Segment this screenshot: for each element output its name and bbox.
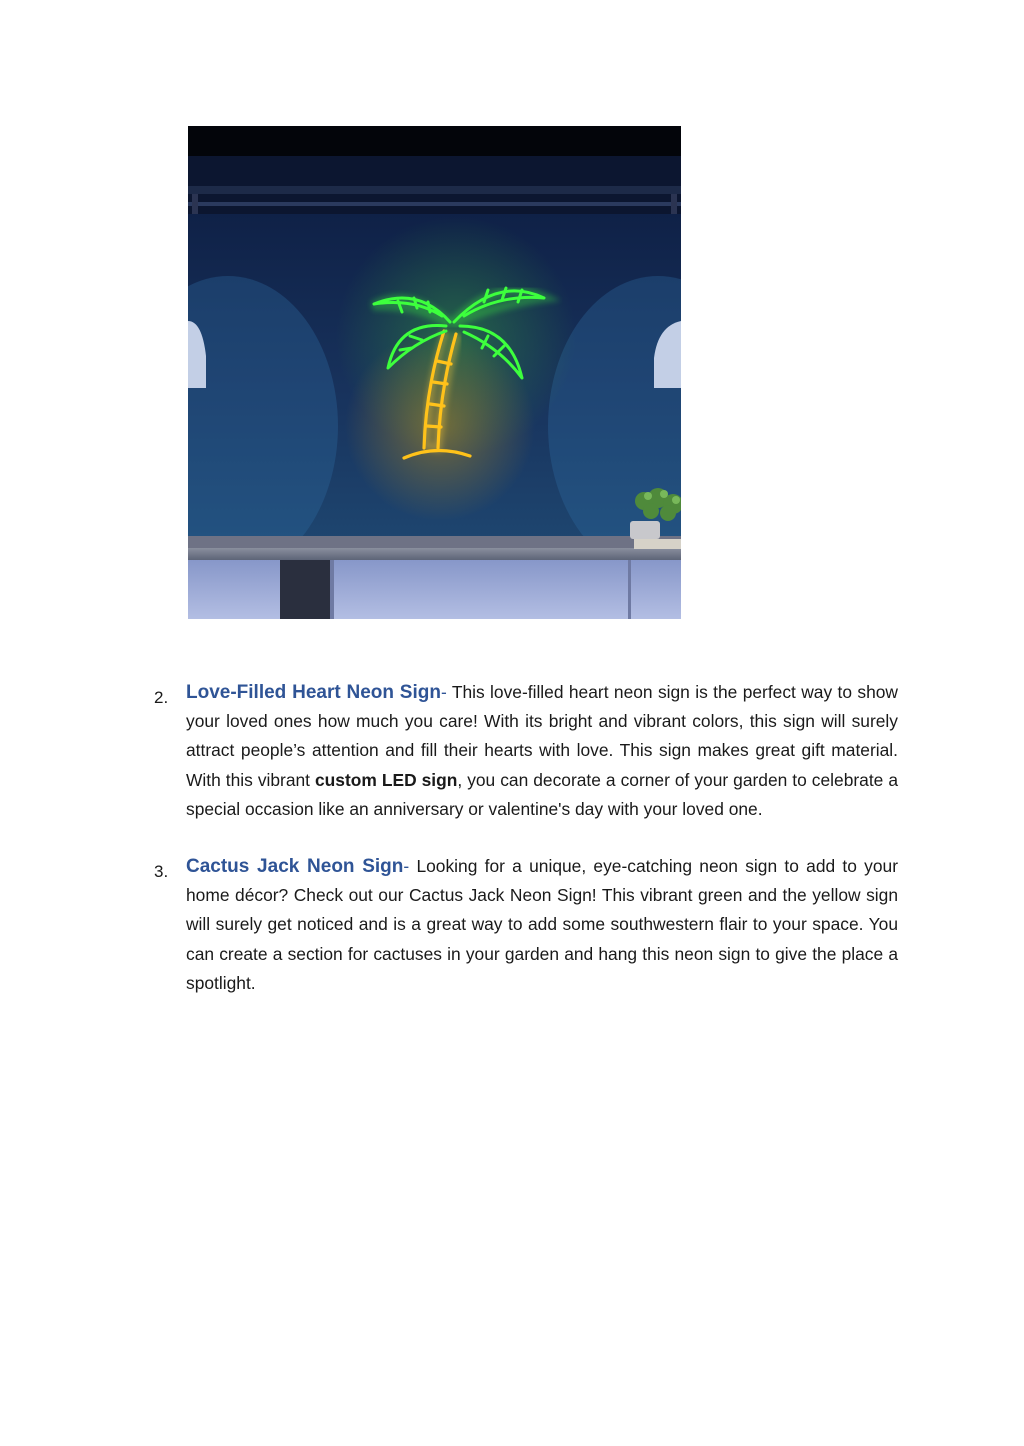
list-item-number: 2.: [154, 688, 169, 707]
list-item-body: Looking for a unique, eye-catching neon sign to add to your home décor? Check out our Cactus Jack Neon Sign! This vibrant green and the yellow sign will surely get noticed and is a great way to add some southwestern flair to your space. You can create a section for cactuses in your garden and hang this neon sign to give the place a spotlight.: [186, 856, 899, 993]
palm-tree-neon-icon: [188, 126, 681, 619]
list-item-body: This love-filled heart neon sign is the perfect way to show your loved ones how much you care! With its bright and vibrant colors, this sign will surely attract people’s attention and fill their hearts with love. This sign makes great gift material. With this vibrant: [186, 682, 898, 790]
list-item-title[interactable]: Love-Filled Heart Neon Sign: [186, 682, 441, 703]
list-item: [150, 678, 898, 824]
list-item-dash: -: [403, 856, 410, 877]
list-item-bold-link[interactable]: custom LED sign: [315, 769, 458, 790]
list-item: [150, 852, 898, 998]
list-item-title[interactable]: Cactus Jack Neon Sign: [186, 856, 404, 878]
list-item-body-end: , you can decorate a corner of your garden to celebrate a special occasion like an anniversary or valentine's day with your loved one.: [186, 769, 898, 819]
list-item-text: [186, 852, 898, 998]
neon-sign-list: [150, 678, 898, 1026]
palm-tree-neon-sign-photo: [188, 126, 681, 619]
list-item-number: 3.: [154, 862, 169, 882]
list-item-text: [186, 678, 898, 824]
list-item-dash: -: [440, 682, 447, 702]
